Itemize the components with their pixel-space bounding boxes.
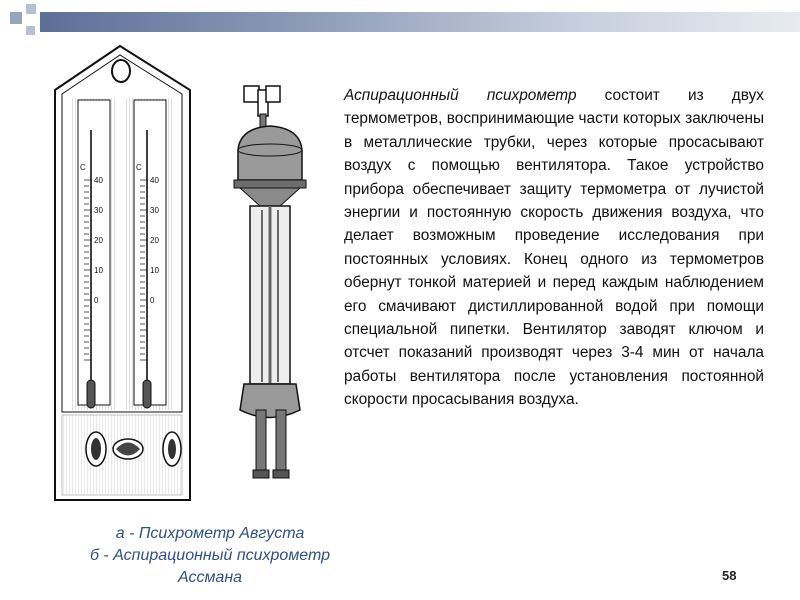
description-body: состоит из двух термометров, воспринимающие части которых заключены в металлические трубки, через которые просасывают воздух с помощью вентилятора. Такое устройство прибора обеспечивает защиту термометра от лучистой энергии и постоянную скорость движения воздуха, что делает возможным проведение исследования при постоянных условиях. Конец одного из термометров обернут тонкой материей и перед каждым наблюдением его смачивают дистиллированной водой при помощи специальной пипетки. Вентилятор заводят ключом и отсчет показаний производят через 3-4 мин от начала работы вентилятора после установления постоянной скорости просасывания воздуха.	[344, 87, 765, 409]
scale-label: 30	[94, 206, 103, 215]
psychrometers-illustration	[0, 40, 340, 520]
caption-b-continued: Ассмана	[177, 569, 243, 586]
scale-label: 40	[150, 176, 159, 185]
page-number: 58	[722, 568, 737, 583]
description-paragraph	[344, 84, 764, 412]
scale-label: 10	[94, 266, 103, 275]
august-psychrometer	[55, 46, 190, 500]
scale-label: 0	[150, 296, 155, 305]
scale-label: 40	[94, 176, 103, 185]
psychrometer-term: Аспирационный психрометр	[344, 87, 577, 104]
assmann-psychrometer	[234, 86, 306, 478]
scale-label: 20	[94, 236, 103, 245]
figure-caption	[40, 523, 380, 589]
scale-label: 30	[150, 206, 159, 215]
scale-label: 20	[150, 236, 159, 245]
scale-unit-left: C	[80, 163, 86, 172]
caption-a: а - Психрометр Августа	[115, 525, 305, 542]
caption-b: б - Аспирационный психрометр	[89, 547, 331, 564]
scale-label: 0	[94, 296, 99, 305]
scale-unit-right: C	[136, 163, 142, 172]
scale-label: 10	[150, 266, 159, 275]
